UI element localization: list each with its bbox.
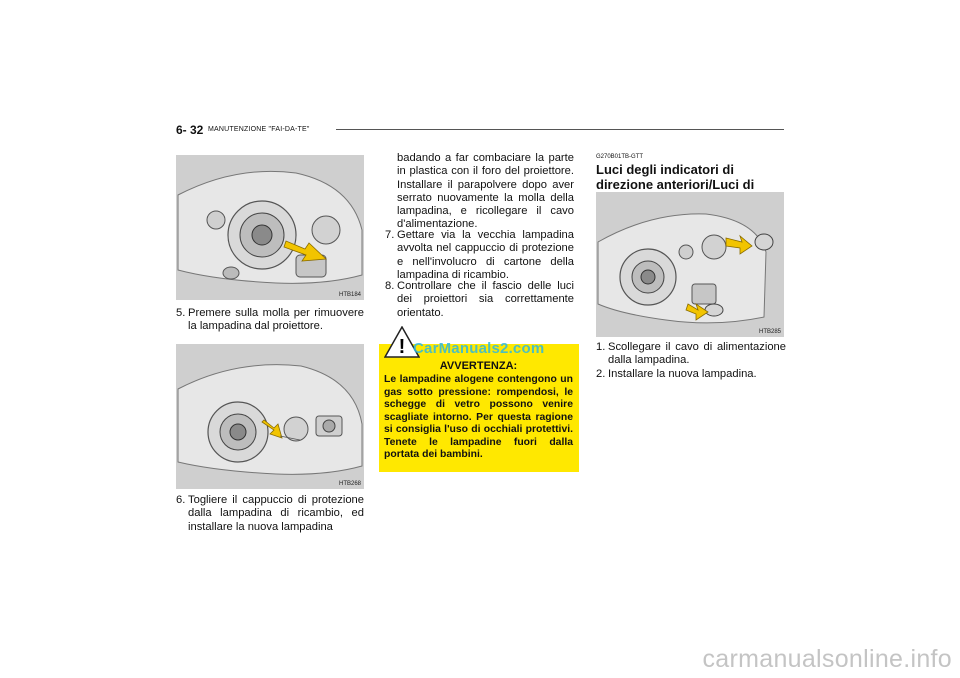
step-number: 8. (385, 280, 395, 292)
header-rule (336, 129, 784, 130)
step-text: Togliere il cappuccio di protezione dalla lampadina di ricambio, ed installare la nuova lampadina (188, 494, 364, 533)
turn-signal-illustration (596, 192, 784, 337)
step-number: 1. (596, 341, 606, 353)
warning-text: Le lampadine alogene contengono un gas sotto pressione: rompendosi, le schegge di vetro possono venire scagliate intorno. Per questa ragione si consiglia l'uso di occhiali protettivi. Tenete le lampadine fuori dalla portata dei bambini. (384, 374, 573, 460)
footer-watermark: carmanualsonline.info (702, 645, 952, 673)
step-text: Installare la nuova lampadina. (608, 368, 757, 380)
figure-code: HTB184 (338, 292, 361, 298)
continuation-paragraph: badando a far combaciare la parte in plastica con il foro del proiettore. Installare il parapolvere dopo aver serrato nuovamente la molla della lampadina, e ricollegare il cavo d'alimentazione. (397, 152, 574, 231)
step-2 (596, 368, 786, 381)
step-text: Premere sulla molla per rimuovere la lampadina dal proiettore. (188, 307, 364, 333)
headlamp-illustration-1 (176, 155, 364, 300)
page-number: 6- 32 (176, 123, 204, 137)
step-8 (385, 280, 574, 320)
step-number: 6. (176, 494, 186, 506)
step-text: Scollegare il cavo di alimentazione dalla lampadina. (608, 341, 786, 367)
step-text: Controllare che il fascio delle luci dei proiettori sia correttamente orientato. (397, 280, 574, 319)
step-7 (385, 229, 574, 282)
section-code: G270B01TB-GTT (596, 154, 644, 160)
warning-symbol: ! (398, 336, 406, 358)
section-heading: Luci degli indicatori di direzione anteriori/Luci di (596, 162, 755, 192)
step-number: 7. (385, 229, 395, 241)
step-number: 5. (176, 307, 186, 319)
step-6 (176, 494, 364, 534)
step-1 (596, 341, 786, 368)
section-header-title: MANUTENZIONE "FAI-DA-TE" (208, 126, 310, 133)
overlay-watermark: CarManuals2.com (413, 340, 545, 357)
headlamp-illustration-2 (176, 344, 364, 489)
warning-title: AVVERTENZA: (439, 360, 518, 372)
step-number: 2. (596, 368, 606, 380)
warning-box (379, 344, 579, 472)
step-5 (176, 307, 364, 334)
figure-code: HTB268 (338, 481, 361, 487)
step-text: Gettare via la vecchia lampadina avvolta nel cappuccio di protezione e nell'involucro di cartone della lampadina di ricambio. (397, 229, 574, 281)
figure-code: HTB285 (758, 329, 781, 335)
